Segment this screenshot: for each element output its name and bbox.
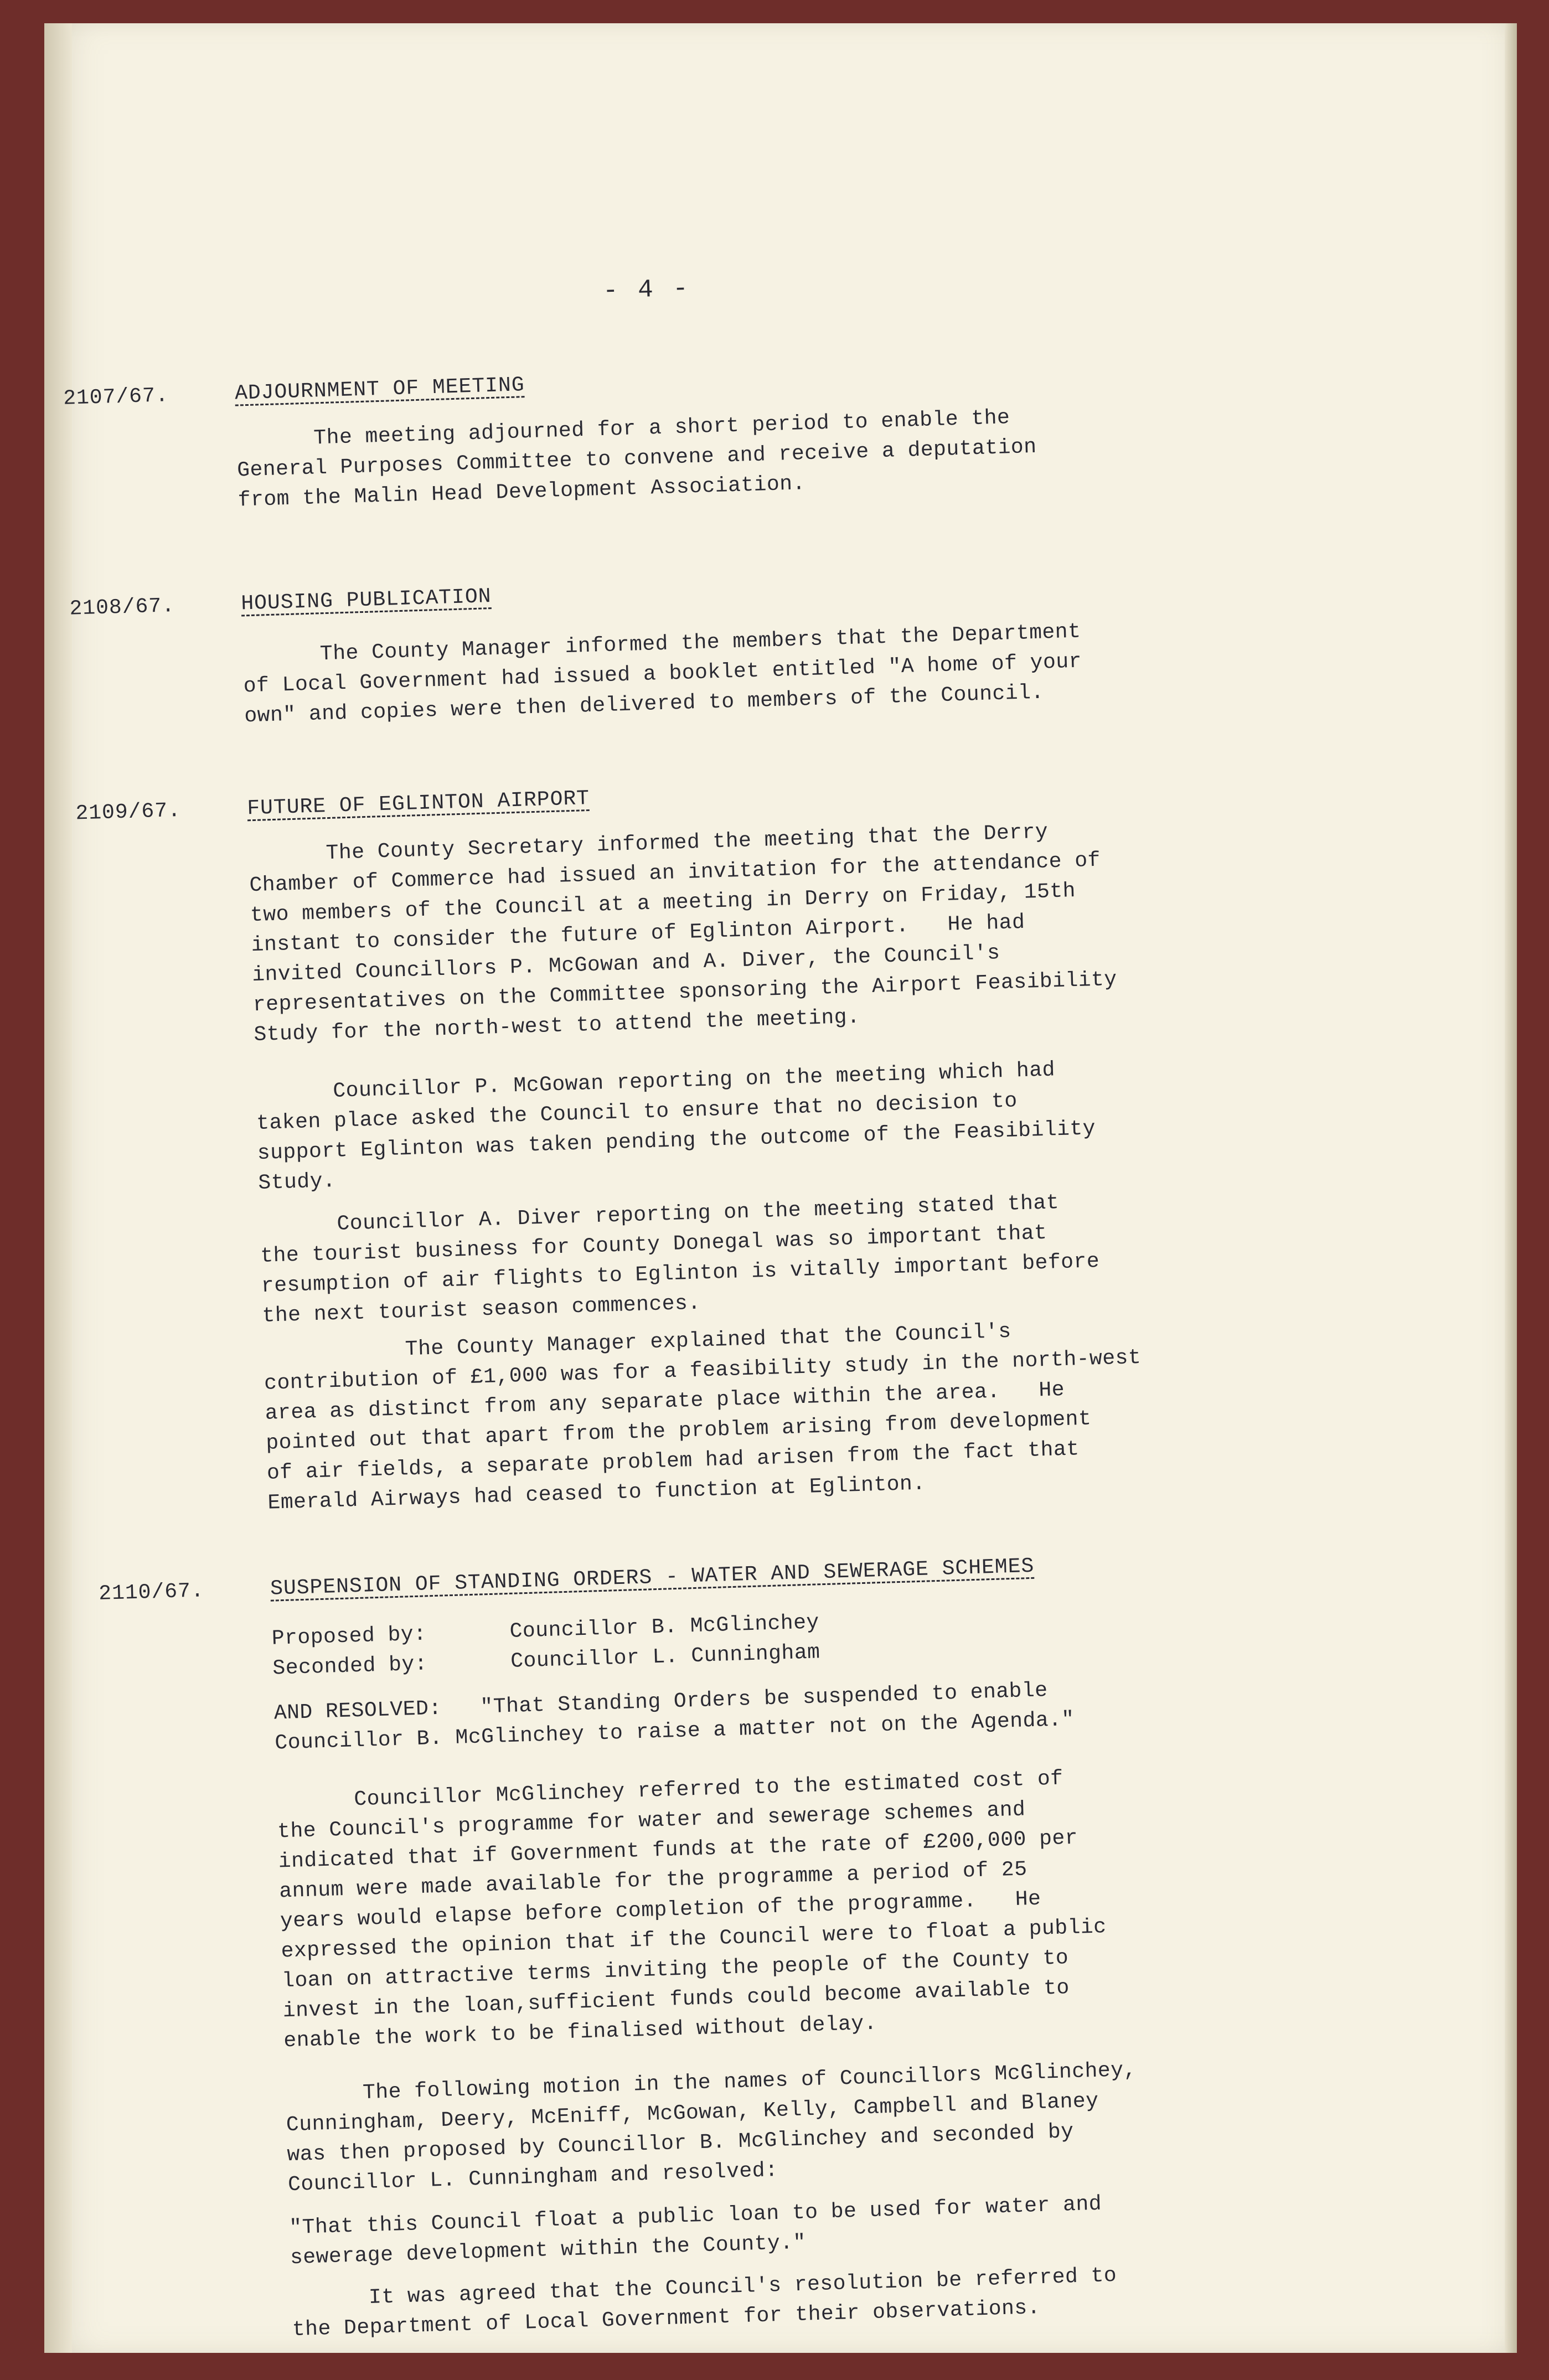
proposed-value: Councillor B. McGlinchey: [509, 1610, 820, 1644]
section-heading: SUSPENSION OF STANDING ORDERS - WATER AND SEWERAGE SCHEMES: [270, 1554, 1035, 1601]
resolution-text: AND RESOLVED: "That Standing Orders be suspended to enable Councillor B. McGlinchey to raise a matter not on the Agenda.": [273, 1679, 1075, 1756]
paragraph: The meeting adjourned for a short period to enable the General Purposes Committee to convene and receive a deputation from the Malin Head Development Association.: [236, 406, 1037, 513]
proposed-label: Proposed by:: [271, 1622, 427, 1651]
minute-number: 2107/67.: [63, 384, 169, 411]
paragraph: Councillor P. McGowan reporting on the meeting which had taken place asked the Council to ensure that no decision to support Eglinton was taken pending the outcome of the Feasibility Study.: [255, 1058, 1096, 1196]
section-heading: HOUSING PUBLICATION: [240, 585, 492, 616]
minutes-body: [8, 2, 1549, 2374]
minute-number: 2108/67.: [69, 594, 175, 621]
section-heading: ADJOURNMENT OF MEETING: [234, 373, 525, 406]
paragraph: The following motion in the names of Councillors McGlinchey, Cunningham, Deery, McEniff, McGowan, Kelly, Campbell and Blaney was then proposed by Councillor B. McGlinchey and seconded by Councillor L. Cunningham and resolved:: [285, 2058, 1137, 2197]
paragraph: It was agreed that the Council's resolution be referred to the Department of Local Government for their observations.: [291, 2263, 1117, 2342]
minute-number: 2109/67.: [75, 798, 182, 826]
page-number: - 4 -: [602, 274, 691, 306]
document-page: [44, 23, 1517, 2353]
section-heading: FUTURE OF EGLINTON AIRPORT: [246, 787, 590, 821]
paragraph: The County Manager explained that the Council's contribution of £1,000 was for a feasibility study in the north-west area as distinct from any separate place within the area. He pointed out that apart from the problem arising from development of air fields, a separate problem had arisen from the fact that Emerald Airways had ceased to function at Eglinton.: [262, 1319, 1142, 1515]
paragraph: The County Manager informed the members that the Department of Local Government had issued a booklet entitled "A home of your own" and copies were then delivered to members of the Council.: [242, 619, 1082, 729]
paragraph: Councillor A. Diver reporting on the meeting stated that the tourist business for County Donegal was so important that resumption of air flights to Eglinton is vitally important before the next tourist season commences.: [259, 1191, 1100, 1328]
motion-text: "That this Council float a public loan to be used for water and sewerage development within the County.": [288, 2192, 1102, 2270]
seconded-value: Councillor L. Cunningham: [510, 1640, 821, 1674]
seconded-label: Seconded by:: [272, 1652, 428, 1681]
minute-number: 2110/67.: [98, 1579, 205, 1606]
paragraph: Councillor McGlinchey referred to the estimated cost of the Council's programme for water and sewerage schemes and indicated that if Government funds at the rate of £200,000 per annum were made available for the programme a period of 25 years would elapse before completion of the programme. He expressed the opinion that if the Council were to float a public loan on attractive terms inviting the people of the County to invest in the loan,sufficient funds could become available to enable the work to be finalised without delay.: [276, 1767, 1107, 2053]
paragraph: The County Secretary informed the meeting that the Derry Chamber of Commerce had issued an invitation for the attendance of two members of the Council at a meeting in Derry on Friday, 15th instant to consider the future of Eglinton Airport. He had invited Councillors P. McGowan and A. Diver, the Council's representatives on the Committee sponsoring the Airport Feasibility Study for the north-west to attend the meeting.: [248, 820, 1118, 1047]
